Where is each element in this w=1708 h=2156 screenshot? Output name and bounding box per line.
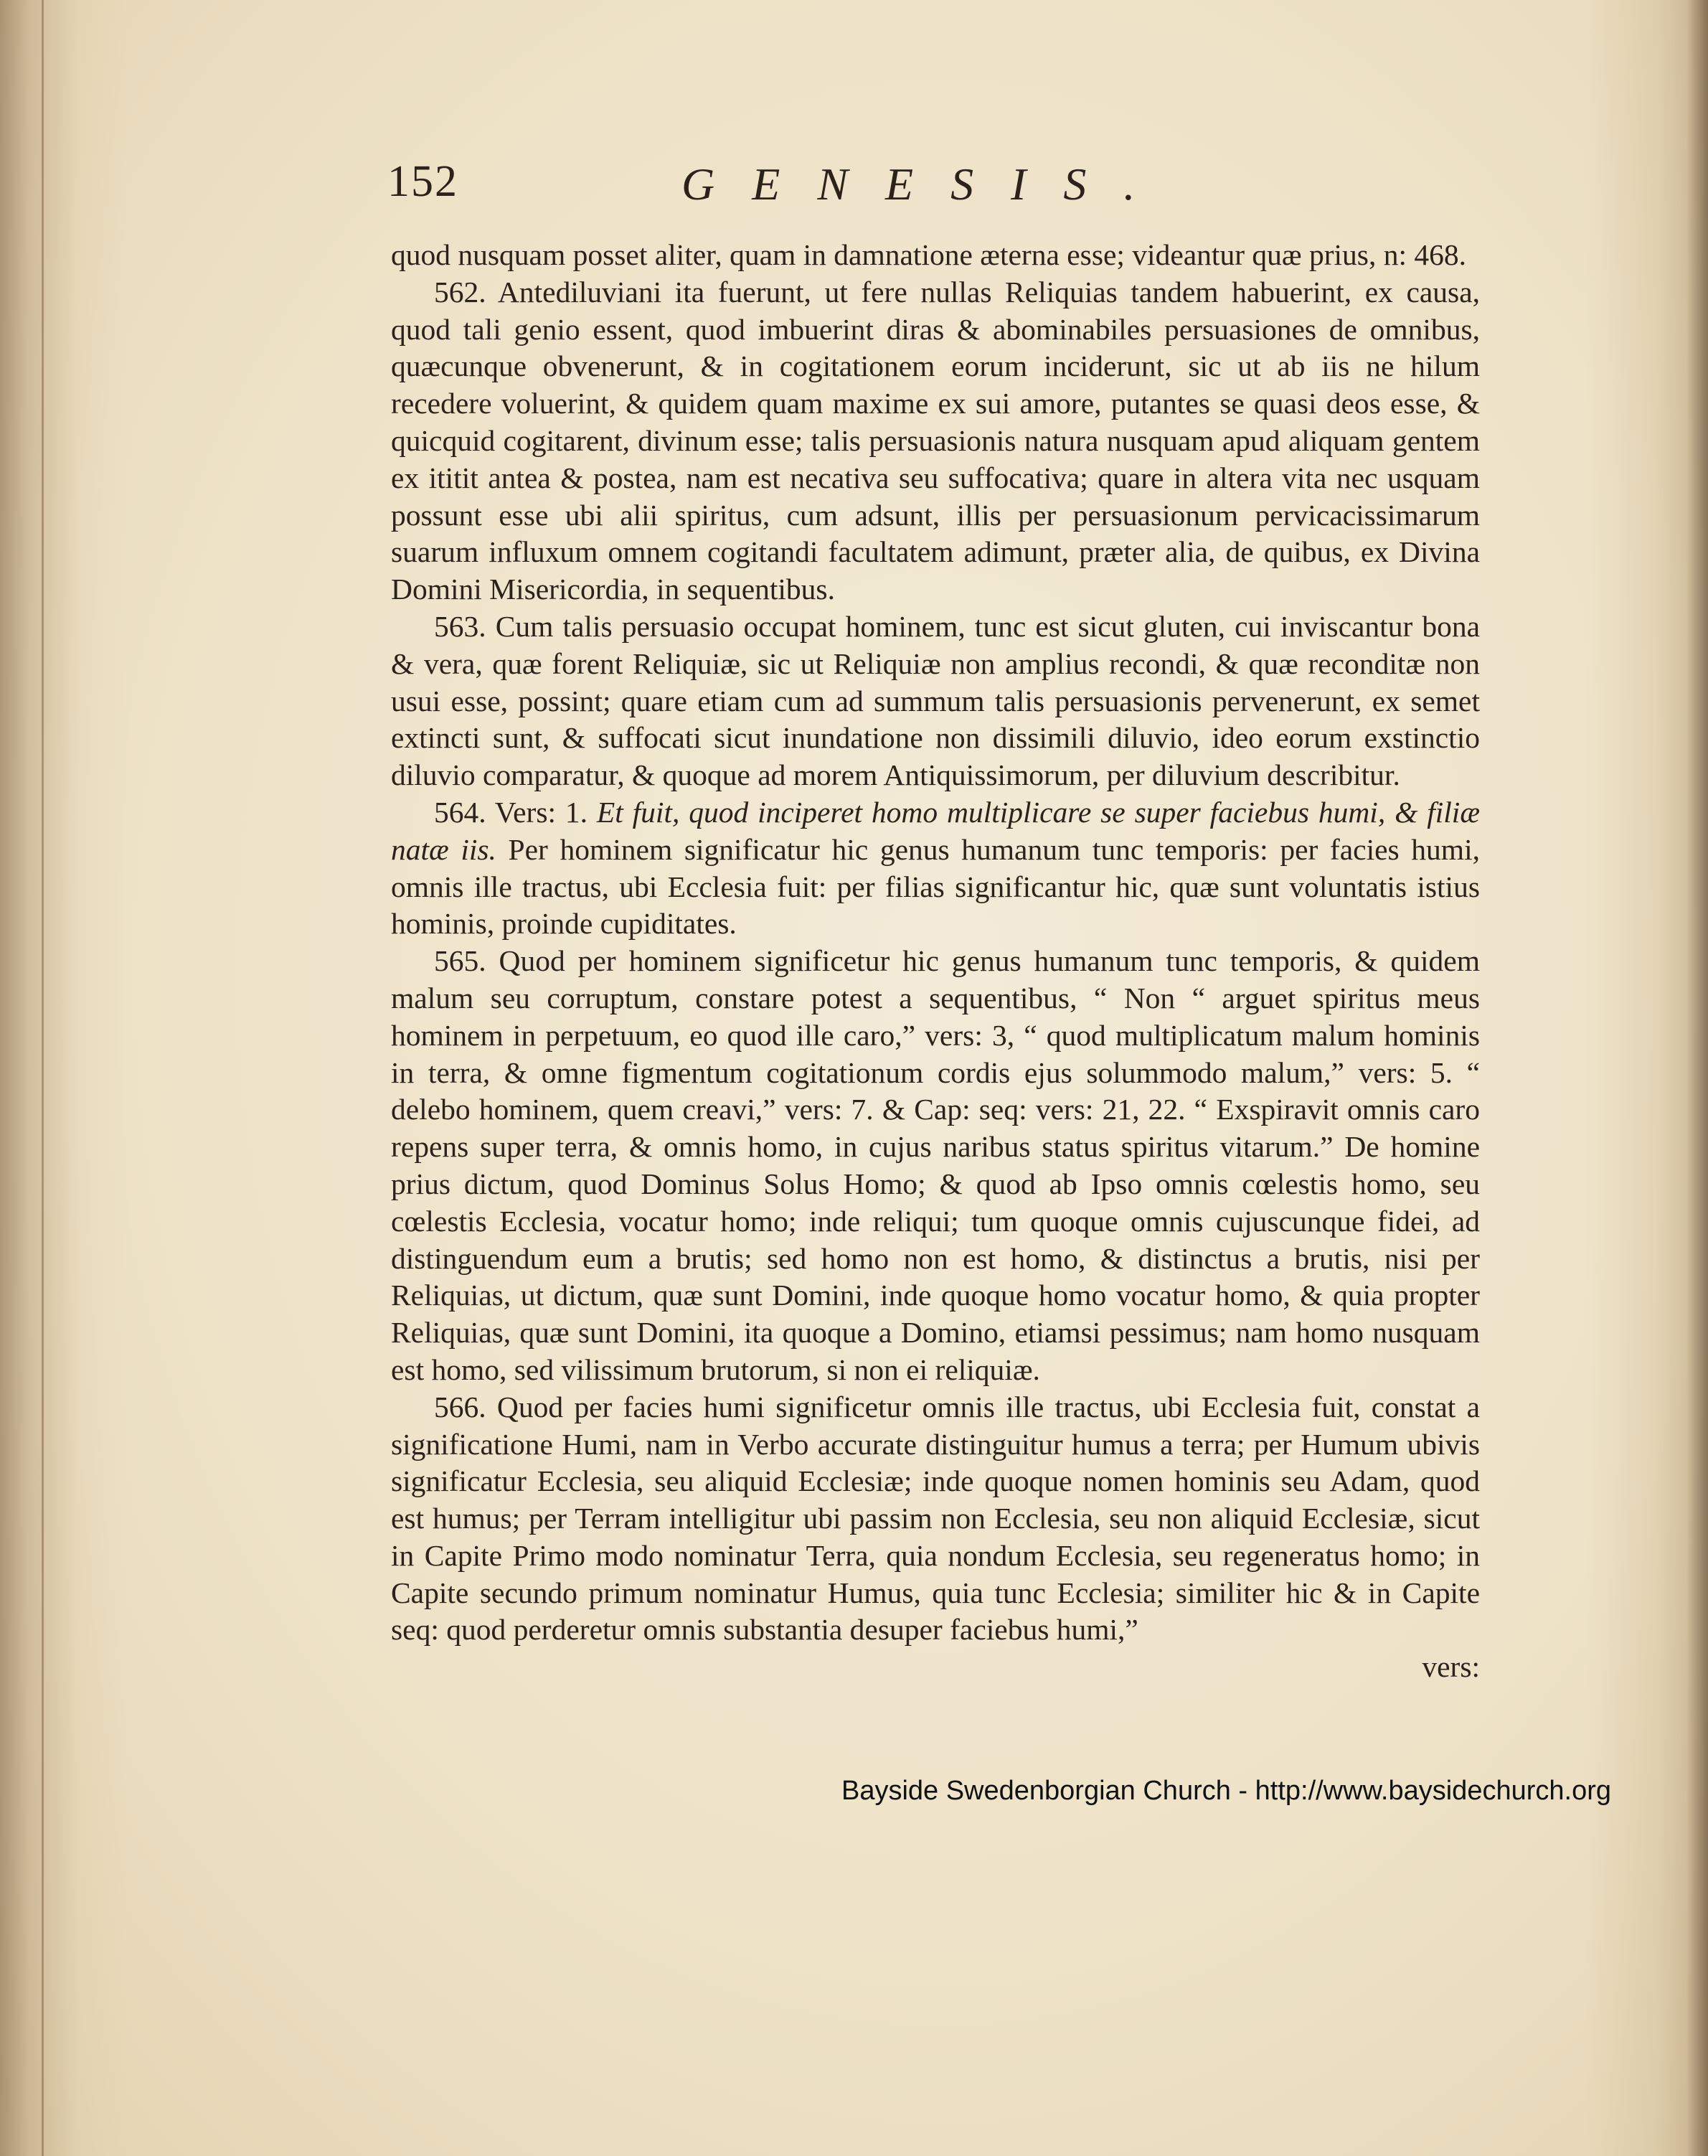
page-number: 152: [387, 157, 458, 206]
paragraph-565: 565. Quod per hominem significetur hic genus humanum tunc temporis, & quidem malum seu corruptum, constare potest a sequentibus, “ Non “ arguet spiritus meus hominem in perpetuum, eo quod ille caro,” vers: 3, “ quod multiplicatum malum hominis in terra, & omne figmentum cogitationum cordis ejus solummodo malum,” vers: 5. “ delebo hominem, quem creavi,” vers: 7. & Cap: seq: vers: 21, 22. “ Exspiravit omnis caro repens super terra, & omnis homo, in cujus naribus status spiritus vitarum.” De homine prius dictum, quod Dominus Solus Homo; & quod ab Ipso omnis cœlestis homo, seu cœlestis Ecclesia, vocatur homo; inde reliqui; tum quoque omnis cujuscunque fidei, ad distinguendum eum a brutis; sed homo non est homo, & distinctus a brutis, nisi per Reliquias, ut dictum, quæ sunt Domini, inde quoque homo vocatur homo, & quia propter Reliquias, quæ sunt Domini, ita quoque a Domino, etiamsi pessimus; nam homo nusquam est homo, sed vilissimum brutorum, si non ei reliquiæ.: [391, 944, 1480, 1386]
running-title: GENESIS.: [681, 159, 1173, 210]
paragraph-564-lead: 564. Vers: 1.: [434, 795, 588, 829]
paragraph-566: 566. Quod per facies humi significetur omnis ille tractus, ubi Ecclesia fuit, constat a significatione Humi, nam in Verbo accurate distinguitur humus a terra; per Humum ubivis significatur Ecclesia, seu aliquid Ecclesiæ; inde quoque nomen hominis seu Adam, quod est humus; per Terram intelligitur ubi passim non Ecclesia, seu non aliquid Ecclesiæ, sicut in Capite Primo modo nominatur Terra, quia nondum Ecclesia, seu regeneratus homo; in Capite secundo primum nominatur Humus, quia tunc Ecclesia; similiter hic & in Capite seq: quod perderetur omnis substantia desuper faciebus humi,”: [391, 1390, 1480, 1647]
page-edge-shadow: [1686, 0, 1708, 2156]
page-header: [387, 156, 1492, 221]
paragraph-563: 563. Cum talis persuasio occupat hominem, tunc est sicut gluten, cui inviscantur bona & vera, quæ forent Reliquiæ, sic ut Reliquiæ non amplius recondi, & quæ reconditæ non usui esse, possint; quare etiam cum ad summum talis persuasionis pervenerunt, ex semet extincti sunt, & suffocati sicut inundatione non dissimili diluvio, ideo eorum exstinctio diluvio comparatur, & quoque ad morem Antiquissimorum, per diluvium describitur.: [391, 609, 1480, 792]
book-spine-shadow: [42, 0, 44, 2156]
scripture-quote: Et fuit, quod inciperet homo multiplicare se super faciebus humi, & filiæ natæ iis.: [391, 795, 1481, 866]
catchword: vers:: [1422, 1650, 1480, 1684]
body-text: [391, 237, 1480, 1686]
paragraph-564: [391, 794, 1480, 943]
watermark-credit: Bayside Swedenborgian Church - http://www.baysidechurch.org: [841, 1776, 1611, 1806]
paragraph-564-text: Per hominem significatur hic genus humanum tunc temporis: per facies humi, omnis ille tractus, ubi Ecclesia fuit: per filias significantur hic, quæ sunt voluntatis istius hominis, proinde cupiditates.: [391, 832, 1480, 941]
paragraph-continuation: quod nusquam posset aliter, quam in damnatione æterna esse; videantur quæ prius, n: 468.: [391, 238, 1466, 271]
paragraph-562: 562. Antediluviani ita fuerunt, ut fere nullas Reliquias tandem habuerint, ex causa, quod tali genio essent, quod imbuerint diras & abominabiles persuasiones de omnibus, quæcunque obvenerunt, & in cogitationem eorum inciderunt, sic ut ab iis ne hilum recedere voluerint, & quidem quam maxime ex sui amore, putantes se quasi deos esse, & quicquid cogitarent, divinum esse; talis persuasionis natura nusquam apud aliquam gentem ex ititit antea & postea, nam est necativa seu suffocativa; quare in altera vita nec usquam possunt esse ubi alii spiritus, cum adsunt, illis per persuasionum pervicacissimarum suarum influxum omnem cogitandi facultatem adimunt, præter alia, de quibus, ex Divina Domini Misericordia, in sequentibus.: [391, 275, 1480, 606]
